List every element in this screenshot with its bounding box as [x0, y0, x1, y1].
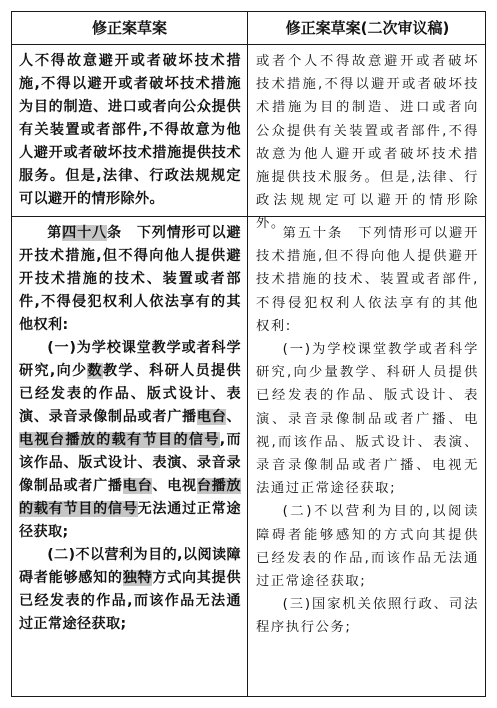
highlight-segment: 台播放的载有节目的信号	[19, 478, 241, 517]
article-50-item-1: (一)为学校课堂教学或者科学研究,向少量教学、科研人员提供已经发表的作品、版式设计、表演、录音录像制品或者广播、电视,而该作品、版式设计、表演、录音录像制品或者广播、电视无法通过正常途径获取;	[256, 342, 479, 497]
row1-left-text: 人不得故意避开或者破坏技术措施,不得以避开或者破坏技术措施为目的制造、进口或者向公众提供有关装置或者部件,不得故意为他人避开或者破坏技术措施提供技术服务。但是,法律、行政法规规定可以避开的情形除外。	[19, 53, 241, 207]
highlight-segment: 数	[87, 363, 103, 379]
text-segment: 无法通过正常途径获取;	[19, 501, 241, 540]
text-segment: 、电视	[152, 478, 197, 494]
row1-right-text: 或者个人不得故意避开或者破坏技术措施,不得以避开或者破坏技术措施为目的制造、进口或者向公众提供有关装置或者部件,不得故意为他人避开或者破坏技术措施提供技术服务。但是,法律、行政法规规定可以避开的情形除外。	[256, 54, 479, 232]
text-segment: 方式向其提供已经发表的作品,而该作品无法通过正常途径获取;	[19, 570, 241, 632]
text-segment: 、	[226, 409, 241, 425]
row2-right-cell	[248, 222, 487, 640]
highlight-segment: 电台	[196, 409, 227, 425]
highlight-segment: 电视台播放的载有节目的信号	[19, 432, 220, 448]
row1-right-cell	[248, 50, 487, 236]
header-divider	[12, 44, 485, 45]
text-segment: (一)为学校课堂教学或者科学研究,向少	[19, 340, 241, 379]
text-segment: (二)不以营利为目的,以阅读障碍者能够感知的	[19, 547, 241, 586]
article-48-intro	[19, 222, 241, 337]
article-50-item-3: (三)国家机关依照行政、司法程序执行公务;	[256, 597, 479, 636]
comparison-table	[11, 11, 486, 697]
article-48-item-2	[19, 544, 241, 636]
article-50-item-2: (二)不以营利为目的,以阅读障碍者能够感知的方式向其提供已经发表的作品,而该作品无法通过正常途径获取;	[256, 504, 479, 590]
text-segment: ,而该作品、版式设计、表演、录音录像制品或者广播	[19, 432, 241, 494]
highlight-segment: 电台	[122, 478, 153, 494]
highlight-segment: 四十八	[62, 225, 107, 241]
header-right: 修正案草案(二次审议稿)	[285, 19, 450, 37]
text-segment: 第	[47, 225, 63, 241]
row1-left-cell	[12, 50, 247, 211]
article-48-item-1	[19, 337, 241, 544]
article-50-intro: 第五十条 下列情形可以避开技术措施,但不得向他人提供避开技术措施的技术、装置或者部件,不得侵犯权利人依法享有的其他权利:	[256, 226, 479, 334]
text-segment: 条 下列情形可以避开技术措施,但不得向他人提供避开技术措施的技术、装置或者部件,不得侵犯权利人依法享有的其他权利:	[19, 225, 241, 333]
text-segment: 教学、科研人员提供已经发表的作品、版式设计、表演、录音录像制品或者广播	[19, 363, 241, 425]
highlight-segment: 独特	[122, 570, 153, 586]
header-left: 修正案草案	[91, 19, 167, 37]
row2-left-cell	[12, 222, 247, 636]
